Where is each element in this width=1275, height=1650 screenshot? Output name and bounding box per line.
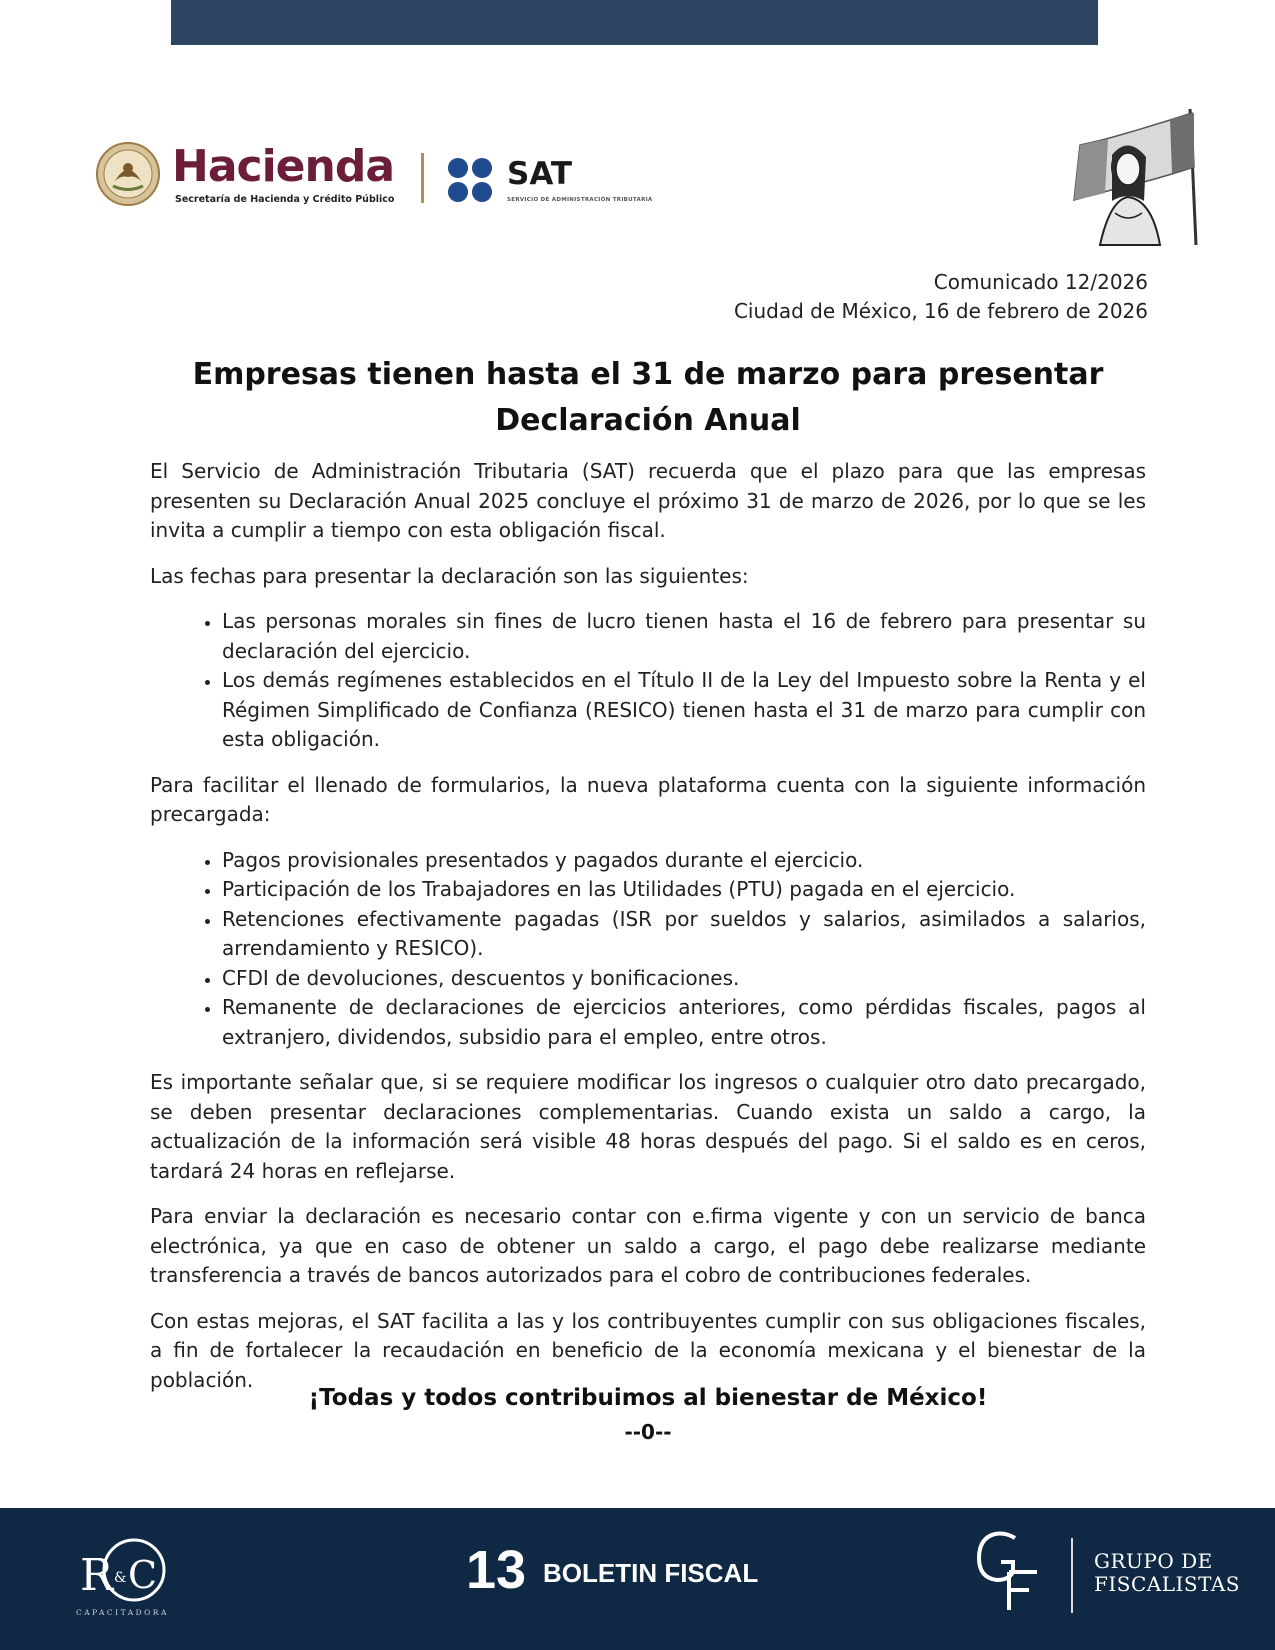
svg-text:R: R [80, 1550, 114, 1601]
issue-label: BOLETIN FISCAL [543, 1558, 759, 1588]
gf-divider [1071, 1538, 1073, 1613]
gf-wordmark [1094, 1550, 1240, 1596]
top-banner-bar [171, 0, 1098, 45]
page-title [150, 352, 1146, 444]
communique-body [150, 457, 1146, 1411]
body-paragraph-6: Con estas mejoras, el SAT facilita a las y los contribuyentes cumplir con sus obligaciones fiscales, a fin de fortalecer la recaudación en beneficio de la economía mexicana y el bienestar de la población. [150, 1308, 1146, 1392]
body-paragraph-2: Las fechas para presentar la declaración son las siguientes: [150, 563, 749, 588]
hacienda-subtitle: Secretaría de Hacienda y Crédito Público [175, 194, 395, 205]
title-line-2: Declaración Anual [495, 403, 801, 438]
body-paragraph-1: El Servicio de Administración Tributaria (SAT) recuerda que el plazo para que las empresas presenten su Declaración Anual 2025 concluye el próximo 31 de marzo de 2026, por lo que se les invita a cumplir a tiempo con esta obligación fiscal. [150, 459, 1146, 542]
hacienda-wordmark: Hacienda [172, 141, 395, 192]
closing-slogan: ¡Todas y todos contribuimos al bienestar de México! [308, 1385, 988, 1411]
gf-monogram-logo-icon [975, 1530, 1047, 1612]
svg-text:C: C [128, 1553, 158, 1597]
logo-divider [421, 153, 424, 203]
end-mark: --0-- [624, 1420, 672, 1444]
preloaded-info-list [150, 846, 1146, 1053]
svg-text:&: & [114, 1570, 127, 1586]
communique-meta [734, 268, 1148, 326]
deadline-list [150, 607, 1146, 755]
gf-line-2: FISCALISTAS [1094, 1572, 1240, 1596]
place-date: Ciudad de México, 16 de febrero de 2026 [733, 299, 1148, 323]
list-item: • Pagos provisionales presentados y pagados durante el ejercicio. [222, 846, 1146, 876]
rc-logo-subtitle: CAPACITADORA [76, 1608, 169, 1617]
body-paragraph-3: Para facilitar el llenado de formularios, la nueva plataforma cuenta con la siguiente información precargada: [150, 772, 1146, 826]
body-paragraph-4: Es importante señalar que, si se requiere modificar los ingresos o cualquier otro dato precargado, se deben presentar declaraciones complementarias. Cuando exista un saldo a cargo, la actualización de la información será visible 48 horas después del pago. Si el saldo es en ceros, tardará 24 horas en reflejarse. [150, 1070, 1146, 1183]
sat-wordmark: SAT [507, 156, 573, 192]
sat-subtitle: SERVICIO DE ADMINISTRACIÓN TRIBUTARIA [507, 197, 653, 203]
heroine-flag-illustration-icon [1060, 105, 1205, 250]
list-item: • Retenciones efectivamente pagadas (ISR por sueldos y salarios, asimilados a salarios, arrendamiento y RESICO). [222, 905, 1146, 964]
communique-number: Comunicado 12/2026 [933, 270, 1148, 294]
list-item: • Remanente de declaraciones de ejercicios anteriores, como pérdidas fiscales, pagos al extranjero, dividendos, subsidio para el empleo, entre otros. [222, 993, 1146, 1052]
body-paragraph-5: Para enviar la declaración es necesario contar con e.firma vigente y con un servicio de banca electrónica, ya que en caso de obtener un saldo a cargo, el pago debe realizarse mediante transferencia a través de bancos autorizados para el cobro de contribuciones federales. [150, 1204, 1146, 1287]
title-line-1: Empresas tienen hasta el 31 de marzo para presentar [192, 357, 1104, 392]
list-item: • Los demás regímenes establecidos en el Título II de la Ley del Impuesto sobre la Renta y el Régimen Simplificado de Confianza (RESICO) tienen hasta el 31 de marzo para cumplir con esta obligación. [222, 666, 1146, 755]
issue-number: 13 [466, 1540, 527, 1600]
sat-logo-icon [447, 157, 493, 203]
list-item: • Las personas morales sin fines de lucro tienen hasta el 16 de febrero para presentar su declaración del ejercicio. [222, 607, 1146, 666]
gf-line-1: GRUPO DE [1094, 1549, 1213, 1573]
list-item: • Participación de los Trabajadores en las Utilidades (PTU) pagada en el ejercicio. [222, 875, 1146, 905]
mexico-seal-icon [95, 141, 161, 207]
list-item: • CFDI de devoluciones, descuentos y bonificaciones. [222, 964, 1146, 994]
institution-logos [95, 135, 715, 215]
